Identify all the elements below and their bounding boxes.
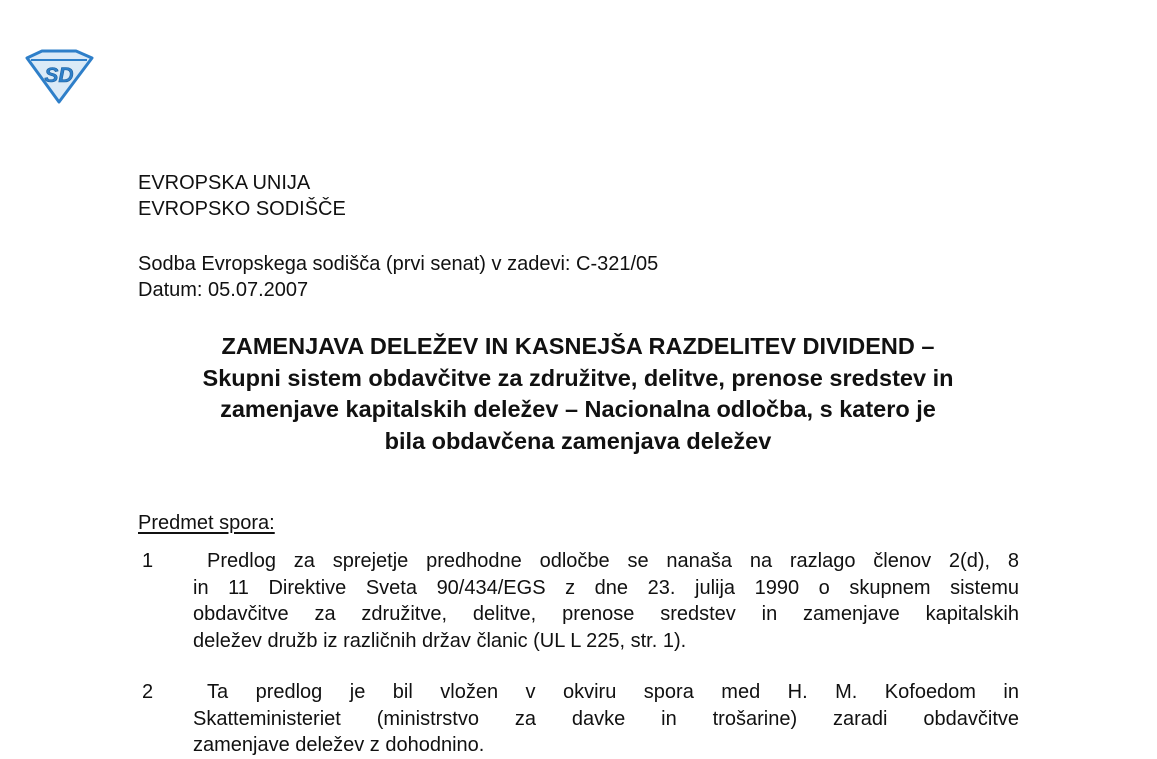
- case-date: Datum: 05.07.2007: [138, 279, 309, 301]
- header-union: EVROPSKA UNIJA: [138, 172, 311, 194]
- header-court: EVROPSKO SODIŠČE: [138, 198, 346, 220]
- paragraph: [193, 679, 1019, 759]
- document-title: [130, 331, 1026, 457]
- paragraph-line: Skatteministeriet (ministrstvo za davke in trošarine) zaradi obdavčitve: [193, 707, 1019, 730]
- paragraph-number: 2: [142, 681, 154, 703]
- paragraph-line: Ta predlog je bil vložen v okviru spora med H. M. Kofoedom in: [207, 681, 1019, 703]
- paragraph-line: zamenjave deležev z dohodnino.: [193, 734, 485, 756]
- paragraph-line: obdavčitve za združitve, delitve, prenose sredstev in zamenjave kapitalskih: [193, 603, 1019, 625]
- title-line: bila obdavčena zamenjava deležev: [384, 427, 772, 454]
- paragraph: [193, 548, 1019, 654]
- paragraph-line: in 11 Direktive Sveta 90/434/EGS z dne 23. julija 1990 o skupnem sistemu: [193, 576, 1019, 599]
- title-line: zamenjave kapitalskih deležev – Nacionalna odločba, s katero je: [220, 396, 936, 422]
- section-heading: Predmet spora:: [138, 512, 275, 534]
- paragraph-line: deležev družb iz različnih držav članic (UL L 225, str. 1).: [193, 629, 687, 652]
- sd-shield-logo: [22, 48, 96, 104]
- paragraph-number: 1: [142, 550, 154, 572]
- title-line: Skupni sistem obdavčitve za združitve, delitve, prenose sredstev in: [202, 364, 954, 391]
- case-reference: Sodba Evropskega sodišča (prvi senat) v zadevi: C-321/05: [138, 253, 659, 275]
- paragraph-line: Predlog za sprejetje predhodne odločbe se nanaša na razlago členov 2(d), 8: [207, 550, 1019, 572]
- svg-text:SD: SD: [44, 64, 74, 87]
- title-line: ZAMENJAVA DELEŽEV IN KASNEJŠA RAZDELITEV DIVIDEND –: [221, 333, 935, 359]
